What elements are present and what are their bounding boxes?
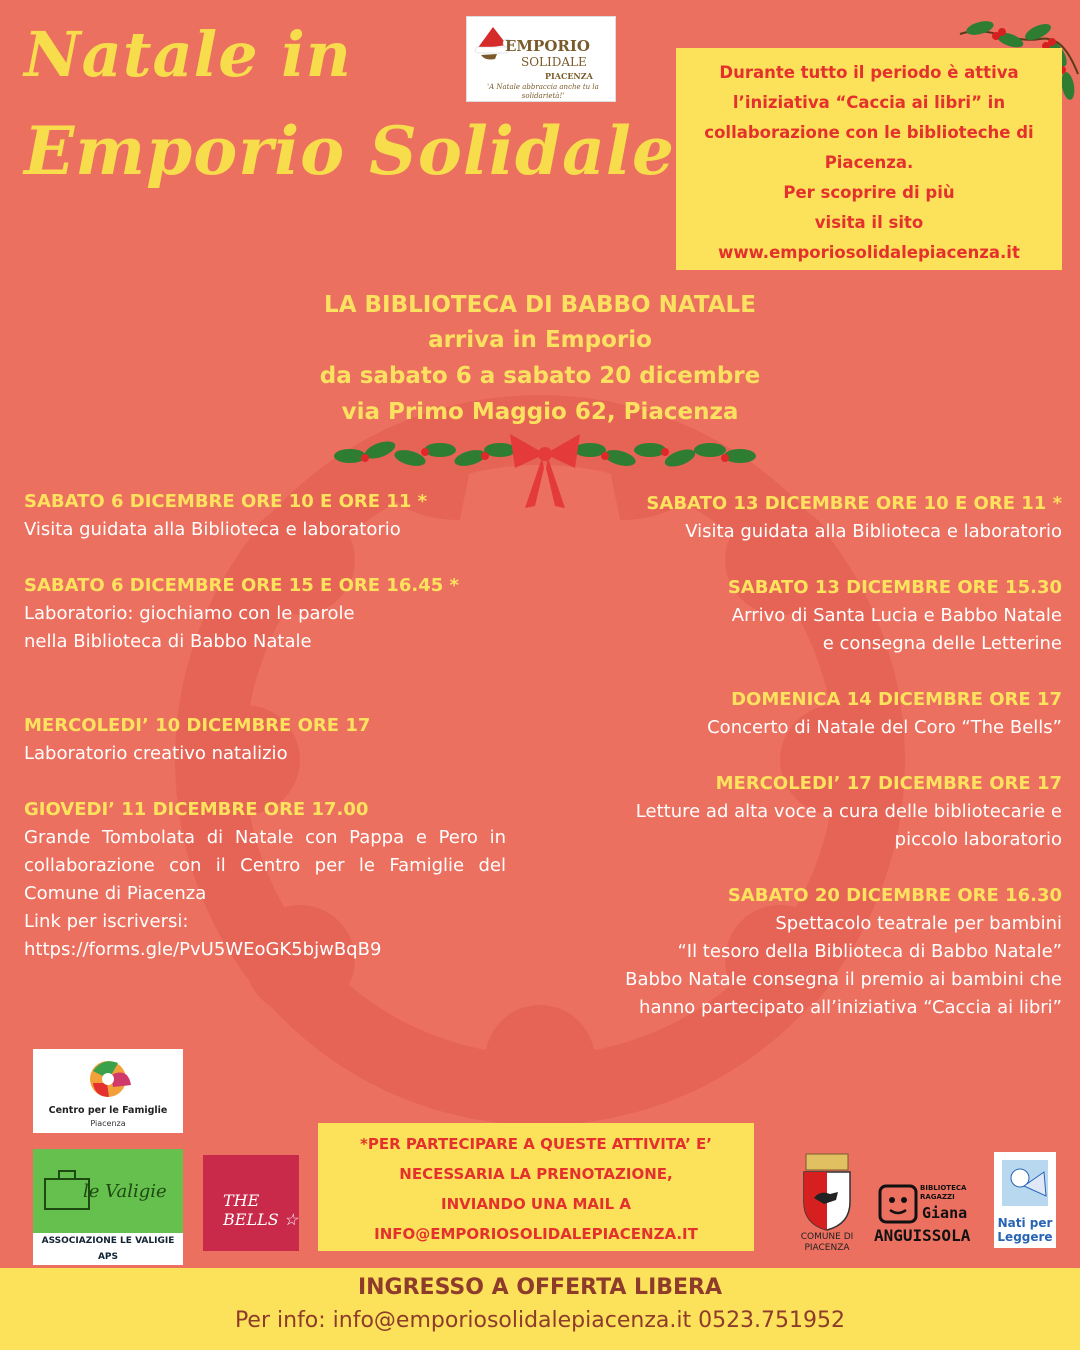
event-text: “Il tesoro della Biblioteca di Babbo Natale” (677, 941, 1062, 962)
footer (0, 1268, 1080, 1350)
headline-line-1: LA BIBLIOTECA DI BABBO NATALE (324, 292, 756, 318)
event-left-1 (24, 488, 427, 544)
associazione-le-valigie-logo (33, 1149, 183, 1262)
event-right-4 (636, 770, 1062, 854)
booking-note (318, 1123, 754, 1251)
event-heading: SABATO 20 DICEMBRE ORE 16.30 (727, 885, 1062, 906)
registration-link[interactable]: https://forms.gle/PvU5WEoGK5bjwBqB9 (24, 939, 382, 960)
note-email-link[interactable]: INFO@EMPORIOSOLIDALEPIACENZA.IT (374, 1225, 698, 1243)
event-right-2 (728, 574, 1062, 658)
event-text: Visita guidata alla Biblioteca e laboratorio (685, 521, 1062, 542)
note-line: *PER PARTECIPARE A QUESTE ATTIVITA’ E’ (360, 1135, 712, 1153)
headline (0, 288, 1080, 430)
event-right-3 (707, 686, 1062, 742)
emporio-logo-city: PIACENZA (545, 71, 593, 81)
city-crest-icon (794, 1150, 860, 1232)
emporio-logo-tagline: 'A Natale abbraccia anche tu la solidarietà!' (487, 83, 599, 100)
event-text: Babbo Natale consegna il premio ai bambini che (625, 969, 1062, 990)
comune-logo-name: COMUNE DI PIACENZA (800, 1232, 854, 1253)
giana-logo-small: BIBLIOTECA RAGAZZI (920, 1184, 967, 1201)
note-line: INVIANDO UNA MAIL A (441, 1195, 631, 1213)
infobox-line: Durante tutto il periodo è attiva (719, 63, 1019, 82)
valigie-logo-script: le Valigie (83, 1181, 167, 1202)
event-text: Arrivo di Santa Lucia e Babbo Natale (731, 605, 1062, 626)
event-text: Letture ad alta voce a cura delle bibliotecarie e (635, 801, 1062, 822)
the-bells-logo (203, 1155, 299, 1251)
infobox-line: collaborazione con le biblioteche di (704, 123, 1034, 142)
event-heading: GIOVEDI’ 11 DICEMBRE ORE 17.00 (24, 799, 369, 820)
title-line-2: Emporio Solidale (24, 112, 675, 190)
event-heading: MERCOLEDI’ 10 DICEMBRE ORE 17 (24, 715, 371, 736)
cpf-logo-name: Centro per le Famiglie (48, 1105, 168, 1116)
infobox-line: visita il sito (814, 213, 924, 232)
event-text: Laboratorio: giochiamo con le parole (24, 603, 355, 624)
event-text: Visita guidata alla Biblioteca e laboratorio (24, 519, 401, 540)
event-text: Concerto di Natale del Coro “The Bells” (707, 717, 1062, 738)
event-text: hanno partecipato all’iniziativa “Caccia ai libri” (639, 997, 1062, 1018)
event-text: e consegna delle Letterine (822, 633, 1062, 654)
event-text: Laboratorio creativo natalizio (24, 743, 288, 764)
giana-logo-name-1: Giana (922, 1204, 968, 1222)
emporio-logo-name-2: SOLIDALE (521, 55, 587, 69)
event-heading: SABATO 13 DICEMBRE ORE 10 E ORE 11 * (646, 493, 1062, 514)
emporio-logo-name-1: EMPORIO (505, 37, 590, 55)
infobox-line: Per scoprire di più (783, 183, 955, 202)
event-heading: SABATO 13 DICEMBRE ORE 15.30 (727, 577, 1062, 598)
centro-per-le-famiglie-logo (33, 1049, 183, 1133)
event-heading: DOMENICA 14 DICEMBRE ORE 17 (731, 689, 1062, 710)
biblioteca-giana-anguissola-logo (874, 1182, 980, 1252)
event-right-5 (625, 882, 1062, 1022)
valigie-logo-name: ASSOCIAZIONE LE VALIGIE APS (33, 1233, 183, 1265)
emporio-solidale-logo (466, 16, 616, 102)
caccia-ai-libri-infobox (676, 48, 1062, 270)
nati-logo-name: Nati per Leggere (997, 1216, 1053, 1244)
event-left-3 (24, 712, 370, 768)
comune-di-piacenza-logo (794, 1150, 860, 1260)
smiley-face-icon (878, 1184, 918, 1224)
note-line: NECESSARIA LA PRENOTAZIONE, (399, 1165, 673, 1183)
infobox-line: Piacenza. (824, 153, 914, 172)
event-text: Link per iscriversi: (24, 911, 189, 932)
nati-per-leggere-logo (994, 1152, 1056, 1248)
giana-logo-name-2: ANGUISSOLA (874, 1226, 971, 1245)
event-left-2 (24, 572, 459, 656)
centro-famiglie-icon (33, 1049, 183, 1105)
event-heading: SABATO 6 DICEMBRE ORE 10 E ORE 11 * (24, 491, 428, 512)
bells-logo-text: THE BELLS ☆ (223, 1191, 299, 1229)
event-heading: SABATO 6 DICEMBRE ORE 15 E ORE 16.45 * (24, 575, 459, 596)
event-left-4 (24, 796, 506, 964)
headline-line-2: arriva in Emporio (428, 327, 652, 353)
infobox-website-link[interactable]: www.emporiosolidalepiacenza.it (718, 243, 1020, 262)
headline-line-3: da sabato 6 a sabato 20 dicembre (319, 363, 761, 389)
event-text: nella Biblioteca di Babbo Natale (24, 631, 312, 652)
event-text: piccolo laboratorio (894, 829, 1062, 850)
event-text: Spettacolo teatrale per bambini (775, 913, 1062, 934)
infobox-line: l’iniziativa “Caccia ai libri” in (732, 93, 1006, 112)
event-heading: MERCOLEDI’ 17 DICEMBRE ORE 17 (715, 773, 1062, 794)
footer-contact[interactable]: Per info: info@emporiosolidalepiacenza.it 0523.751952 (234, 1308, 846, 1333)
book-reading-icon (994, 1152, 1056, 1212)
event-right-1 (646, 490, 1062, 546)
event-text: Grande Tombolata di Natale con Pappa e Pero in collaborazione con il Centro per le Famiglie del Comune di Piacenza (24, 827, 506, 904)
footer-line-1: INGRESSO A OFFERTA LIBERA (357, 1275, 723, 1300)
cpf-logo-city: Piacenza (90, 1119, 126, 1128)
headline-line-4: via Primo Maggio 62, Piacenza (341, 399, 739, 425)
title-line-1: Natale in (24, 18, 352, 91)
